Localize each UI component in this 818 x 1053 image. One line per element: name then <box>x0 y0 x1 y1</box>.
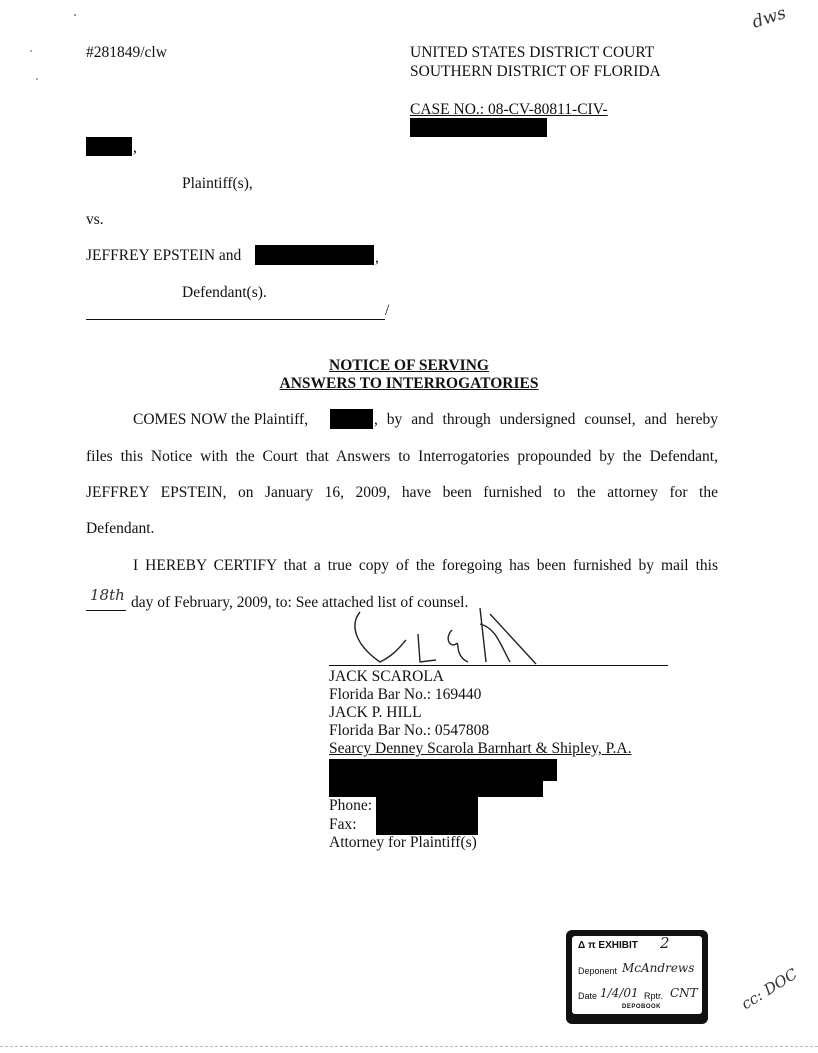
redaction-firm-address <box>329 759 557 781</box>
defendant-names: JEFFREY EPSTEIN and <box>86 247 242 264</box>
body-p1-line3: JEFFREY EPSTEIN, on January 16, 2009, have been furnished to the attorney for the <box>86 484 718 501</box>
redaction-case-suffix <box>410 118 547 137</box>
scan-edge <box>0 1046 818 1047</box>
fax-label: Fax: <box>329 816 357 833</box>
date-label: Date <box>578 991 598 1001</box>
law-firm-name: Searcy Denney Scarola Barnhart & Shipley, P.A. <box>329 740 632 757</box>
defendant-label: Defendant(s). <box>182 284 267 301</box>
case-number: CASE NO.: 08-CV-80811-CIV- <box>410 101 608 118</box>
plaintiff-label: Plaintiff(s), <box>182 175 253 192</box>
body-p1-end: , by and through undersigned counsel, and hereby <box>374 411 718 428</box>
defendant-comma: , <box>375 249 379 266</box>
exhibit-label: Δ π EXHIBIT <box>578 940 638 951</box>
deponent-label: Deponent <box>578 966 618 976</box>
scan-speck <box>30 50 32 52</box>
body-p1-line2: files this Notice with the Court that Answers to Interrogatories propounded by the Defendant, <box>86 448 718 465</box>
exhibit-stamp <box>566 930 708 1024</box>
date-value: 1/4/01 <box>600 986 639 1000</box>
annotation-top-right: dws <box>749 3 789 33</box>
body-p1-line4: Defendant. <box>86 520 155 537</box>
signature-scrawl <box>340 604 540 668</box>
redaction-firm-address-2 <box>329 779 543 797</box>
exhibit-number: 2 <box>660 934 670 952</box>
body-p2-line1: I HEREBY CERTIFY that a true copy of the foregoing has been furnished by mail this <box>133 557 718 574</box>
attorney-role: Attorney for Plaintiff(s) <box>329 834 477 851</box>
document-title-line2: ANSWERS TO INTERROGATORIES <box>279 375 539 392</box>
file-reference: #281849/clw <box>86 44 167 61</box>
stamp-footer: DEPOBOOK <box>622 1004 662 1010</box>
redaction-plaintiff-name <box>86 137 132 156</box>
redaction-phone-fax <box>376 797 478 835</box>
versus: vs. <box>86 211 104 228</box>
day-blank-line <box>86 610 126 611</box>
court-name-line2: SOUTHERN DISTRICT OF FLORIDA <box>410 63 661 80</box>
attorney-bar-2: Florida Bar No.: 0547808 <box>329 722 490 739</box>
attorney-name-1: JACK SCAROLA <box>329 668 444 685</box>
body-p1-start: COMES NOW the Plaintiff, <box>133 411 309 428</box>
redaction-plaintiff-name-body <box>330 409 373 429</box>
plaintiff-comma: , <box>133 139 137 156</box>
annotation-bottom-right: cc: DOC <box>737 964 801 1014</box>
scan-speck <box>74 14 76 16</box>
caption-slash: / <box>385 302 390 319</box>
attorney-bar-1: Florida Bar No.: 169440 <box>329 686 482 703</box>
reporter-value: CNT <box>670 986 698 1000</box>
deponent-value: McAndrews <box>622 961 695 975</box>
reporter-label: Rptr. <box>644 991 664 1001</box>
document-title-line1: NOTICE OF SERVING <box>329 357 489 374</box>
caption-rule <box>86 319 385 320</box>
court-name-line1: UNITED STATES DISTRICT COURT <box>410 44 655 61</box>
handwritten-day: 18th <box>90 586 125 604</box>
signature-line <box>329 665 668 666</box>
attorney-name-2: JACK P. HILL <box>329 704 422 721</box>
scan-speck <box>36 78 38 80</box>
phone-label: Phone: <box>329 797 373 814</box>
body-p2-line2: day of February, 2009, to: See attached list of counsel. <box>131 594 469 611</box>
redaction-codefendant-name <box>255 245 374 265</box>
